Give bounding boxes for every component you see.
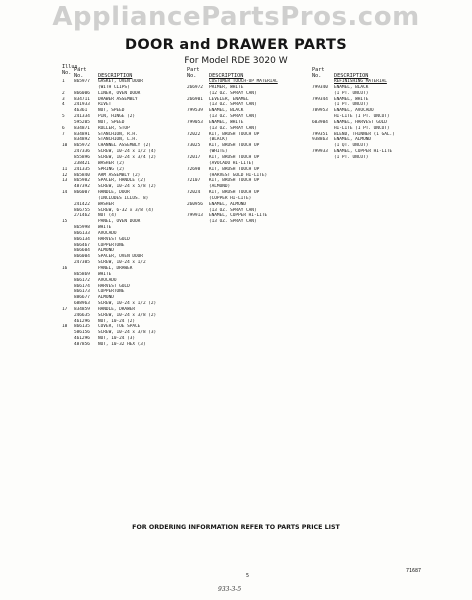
cell-description: (12 OZ. SPRAY CAN) bbox=[209, 90, 257, 96]
cell-description: KIT, BRUSH TOUCH UP bbox=[209, 143, 260, 149]
cell-description: PANEL, DRAWER bbox=[98, 266, 133, 271]
cell-illus-no: 11 bbox=[62, 166, 68, 172]
cell-description: (1 QT. UNCUT) bbox=[334, 143, 369, 149]
cell-description: AVOCADO bbox=[98, 277, 117, 283]
cell-part-no: 865972 bbox=[74, 143, 90, 149]
cell-description: WASHER (2) bbox=[98, 160, 125, 166]
cell-part-no: 241933 bbox=[74, 102, 90, 108]
parts-list bbox=[187, 85, 313, 225]
cell-part-no bbox=[312, 155, 334, 161]
cell-description: ENAMEL, ALMOND bbox=[334, 137, 372, 143]
cell-description: (1 PT. UNCUT) bbox=[334, 102, 369, 108]
header-description: DESCRIPTION bbox=[334, 73, 369, 79]
cell-description: SCREW, 10-24 x 3/8 (2) bbox=[98, 312, 157, 318]
cell-description: SCREW, 10-24 x 3/8 (3) bbox=[98, 330, 157, 336]
cell-part-no: 260956 bbox=[187, 201, 203, 207]
cell-part-no: 46361 bbox=[74, 108, 88, 114]
cell-description: STANCHION, L.H. bbox=[98, 137, 138, 143]
cell-description: COVER, TOE SPACE bbox=[98, 324, 141, 330]
cell-description: ENAMEL, BLACK bbox=[209, 108, 244, 114]
cell-description: (13 OZ. SPRAY CAN) bbox=[209, 102, 257, 108]
cell-description: AVOCADO bbox=[98, 230, 117, 236]
cell-description: KIT, BRUSH TOUCH UP bbox=[209, 166, 260, 172]
cell-description: KIT, BRUSH TOUCH UP bbox=[209, 131, 260, 137]
cell-description: ALMOND bbox=[98, 248, 114, 254]
cell-description: RIVET bbox=[98, 102, 112, 108]
cell-part-no: 461296 bbox=[74, 318, 90, 324]
cell-part-no: 72024 bbox=[187, 190, 201, 196]
cell-description: (WITH CLIPS) bbox=[98, 84, 130, 90]
parts-list bbox=[62, 79, 180, 348]
cell-description: KIT, BRUSH TOUCH UP bbox=[209, 178, 260, 184]
cell-description: LEVELER, ENAMEL bbox=[209, 96, 249, 102]
cell-part-no: 241422 bbox=[74, 201, 90, 207]
cell-illus-no: 17 bbox=[62, 306, 68, 312]
cell-description: (WHITE) bbox=[209, 149, 228, 155]
cell-part-no bbox=[187, 219, 209, 225]
cell-part-no: 266972 bbox=[187, 84, 203, 90]
cell-description: SCREW, 10-24 x 1/2 bbox=[98, 260, 146, 266]
cell-description: WHITE bbox=[98, 225, 112, 231]
cell-illus-no: 4 bbox=[62, 102, 65, 108]
cell-part-no: 834859 bbox=[74, 306, 90, 312]
handwritten-stamp: 933-3-5 bbox=[218, 586, 242, 593]
parts-list bbox=[312, 85, 432, 161]
cell-part-no: 866134 bbox=[74, 236, 90, 242]
page-number: 5 bbox=[246, 573, 250, 579]
cell-illus-no: 7 bbox=[62, 131, 65, 137]
cell-description: SCREW, 10-24 x 5/8 (2) bbox=[98, 184, 157, 190]
cell-part-no: 865998 bbox=[74, 225, 90, 231]
cell-description: WHITE bbox=[98, 271, 112, 277]
cell-description: ENAMEL, ALMOND bbox=[209, 201, 247, 207]
cell-part-no: 72022 bbox=[187, 131, 201, 137]
cell-description: SCREW, 10-24 x 3/4 (2) bbox=[98, 154, 157, 160]
cell-part-no: 855896 bbox=[74, 154, 90, 160]
cell-part-no: 595205 bbox=[74, 119, 90, 125]
cell-part-no: 865977 bbox=[74, 79, 90, 84]
cell-description: HARVEST GOLD bbox=[98, 283, 130, 289]
cell-description: STANCHION, R.H. bbox=[98, 131, 138, 137]
cell-part-no: 799344 bbox=[312, 96, 328, 102]
cell-part-no: 799539 bbox=[187, 108, 203, 114]
cell-description: PRIMER, WHITE bbox=[209, 84, 244, 90]
cell-part-no: 688963 bbox=[74, 301, 90, 307]
cell-part-no: 241334 bbox=[74, 114, 90, 120]
cell-part-no: 866135 bbox=[74, 324, 90, 330]
cell-description: SPRING (2) bbox=[98, 166, 125, 172]
cell-description: SCREW, 6-32 x 3/8 (4) bbox=[98, 207, 154, 213]
cell-description: SCREW, 10-24 x 1/2 (4) bbox=[98, 149, 157, 155]
cell-description: COPPERTONE bbox=[98, 289, 125, 295]
cell-part-no: 789953 bbox=[312, 108, 328, 114]
cell-description: ENAMEL, COPPER HI-LITE bbox=[209, 213, 268, 219]
cell-part-no: 238421 bbox=[74, 160, 90, 166]
cell-part-no: 461296 bbox=[74, 336, 90, 342]
cell-part-no: 72107 bbox=[187, 178, 201, 184]
cell-description: KIT, BRUSH TOUCH UP bbox=[209, 154, 260, 160]
cell-description: ARM ASSEMBLY (2) bbox=[98, 172, 141, 178]
cell-part-no: 799053 bbox=[187, 119, 203, 125]
cell-part-no: 866133 bbox=[74, 230, 90, 236]
cell-description: NUT, 10-24 (2) bbox=[98, 318, 136, 324]
cell-description: NUT (4) bbox=[98, 213, 117, 219]
cell-illus-no: 6 bbox=[62, 125, 65, 131]
cell-description: NUT, 10-32 HEX (3) bbox=[98, 341, 146, 347]
cell-part-no: 799351 bbox=[312, 131, 328, 137]
cell-description: NUT, SPEED bbox=[98, 119, 125, 125]
cell-description: (BLACK) bbox=[209, 137, 228, 143]
cell-description: ENAMEL, COPPER HI-LITE bbox=[334, 149, 393, 155]
cell-part-no: 603904 bbox=[312, 119, 328, 125]
cell-description: BLEND, THINNER (1 GAL.) bbox=[334, 131, 395, 137]
cell-description: SPACER, HANDLE (2) bbox=[98, 178, 146, 184]
cell-description: ALMOND bbox=[98, 295, 114, 301]
cell-part-no: 247305 bbox=[74, 260, 90, 266]
cell-illus-no: 14 bbox=[62, 190, 68, 196]
cell-description: (1 PT. UNCUT) bbox=[334, 154, 369, 160]
cell-illus-no: 18 bbox=[62, 324, 68, 330]
cell-part-no: 886677 bbox=[74, 295, 90, 301]
cell-description: NUT, 10-24 (3) bbox=[98, 336, 136, 342]
cell-description: (13 OZ. SPRAY CAN) bbox=[209, 207, 257, 213]
cell-description: (HARVEST GOLD HI-LITE) bbox=[209, 172, 268, 178]
cell-description: (AVOCADO HI-LITE) bbox=[209, 160, 254, 166]
cell-description: SCREW, 10-24 x 1/2 (2) bbox=[98, 301, 157, 307]
parts-column-touchup bbox=[187, 64, 313, 225]
ordering-note: FOR ORDERING INFORMATION REFER TO PARTS PRICE LIST bbox=[132, 524, 340, 531]
cell-part-no: 72698 bbox=[187, 166, 201, 172]
page-title: DOOR and DRAWER PARTS bbox=[125, 37, 347, 53]
header-part-no: Part No. bbox=[312, 67, 325, 79]
cell-part-no: 865869 bbox=[74, 271, 90, 277]
cell-part-no: 834891 bbox=[74, 131, 90, 137]
cell-description: ENAMEL, WHITE bbox=[209, 119, 244, 125]
cell-description: GASKET, OVEN DOOR bbox=[98, 79, 143, 84]
column-header bbox=[312, 64, 432, 79]
cell-description: PANEL, OVEN DOOR bbox=[98, 219, 141, 225]
parts-column-main bbox=[62, 64, 180, 348]
cell-part-no: 271462 bbox=[74, 213, 90, 219]
header-description: DESCRIPTION bbox=[98, 73, 133, 79]
cell-part-no: 799933 bbox=[312, 149, 328, 155]
cell-illus-no: 3 bbox=[62, 96, 65, 102]
header-part-no: Part No. bbox=[74, 67, 87, 79]
cell-part-no: 247336 bbox=[74, 149, 90, 155]
column-header bbox=[62, 64, 180, 79]
section-heading: CUSTOMER TOUCH-UP MATERIAL bbox=[209, 79, 278, 84]
cell-illus-no: 15 bbox=[62, 219, 68, 225]
cell-part-no: 799913 bbox=[187, 213, 203, 219]
cell-description: HARVEST GOLD bbox=[98, 236, 130, 242]
cell-part-no: 241335 bbox=[74, 166, 90, 172]
cell-description: KIT, BRUSH TOUCH UP bbox=[209, 190, 260, 196]
cell-part-no: 866174 bbox=[74, 283, 90, 289]
cell-part-no: 866604 bbox=[74, 248, 90, 254]
parts-column-refinish bbox=[312, 64, 432, 161]
document-code: 71687 bbox=[406, 568, 422, 574]
cell-description: ENAMEL, BLACK bbox=[334, 84, 369, 90]
cell-illus-no bbox=[62, 342, 74, 348]
cell-part-no: 866467 bbox=[74, 242, 90, 248]
cell-description: (1 PT. UNCUT) bbox=[334, 90, 369, 96]
cell-description: PIN, HINGE (2) bbox=[98, 114, 136, 120]
cell-part-no: 866172 bbox=[74, 277, 90, 283]
cell-description: DRAWER ASSEMBLY bbox=[98, 96, 138, 102]
cell-illus-no: 10 bbox=[62, 143, 68, 149]
cell-description: (13 OZ. SPRAY CAN) bbox=[209, 114, 257, 120]
header-part-no: Part No. bbox=[187, 67, 200, 79]
cell-description: ENAMEL, HARVEST GOLD bbox=[334, 119, 387, 125]
cell-part-no: 834871 bbox=[74, 125, 90, 131]
cell-description: ENAMEL, AVOCADO bbox=[334, 108, 374, 114]
cell-illus-no: 5 bbox=[62, 114, 65, 120]
table-row bbox=[187, 219, 313, 225]
cell-part-no: 866004 bbox=[74, 254, 90, 260]
cell-description: NUT, SPEED bbox=[98, 108, 125, 114]
cell-part-no: 866173 bbox=[74, 289, 90, 295]
cell-part-no: 487856 bbox=[74, 341, 90, 347]
cell-part-no: 799340 bbox=[312, 84, 328, 90]
cell-part-no: 938863 bbox=[312, 137, 328, 143]
cell-description: LINER, OVEN DOOR bbox=[98, 90, 141, 96]
cell-illus-no: 13 bbox=[62, 178, 68, 184]
cell-description: ROLLER, STOP bbox=[98, 125, 130, 131]
cell-part-no: 266901 bbox=[187, 96, 203, 102]
cell-part-no: 246635 bbox=[74, 312, 90, 318]
cell-part-no: 73025 bbox=[187, 143, 201, 149]
cell-description: (INCLUDES ILLUS. 8) bbox=[98, 195, 149, 201]
cell-part-no: 487392 bbox=[74, 184, 90, 190]
cell-description: HANDLE, DRAWER bbox=[98, 306, 136, 312]
cell-part-no: 866006 bbox=[74, 90, 90, 96]
cell-description: ENAMEL, WHITE bbox=[334, 96, 369, 102]
header-illus-no: Illus. No. bbox=[62, 64, 81, 76]
page-subtitle: For Model RDE 3020 W bbox=[184, 56, 288, 66]
cell-description: COPPERTONE bbox=[98, 242, 125, 248]
cell-illus-no: 1 bbox=[62, 79, 65, 84]
table-row bbox=[62, 342, 180, 348]
section-heading: REFINISHING MATERIAL bbox=[334, 79, 387, 84]
table-row bbox=[312, 155, 432, 161]
cell-part-no: 586156 bbox=[74, 330, 90, 336]
cell-description: (ALMOND) bbox=[209, 184, 231, 190]
cell-illus-no: 2 bbox=[62, 90, 65, 96]
cell-illus-no: 16 bbox=[62, 266, 68, 271]
cell-description: HI-LITE (1 PT. UNCUT) bbox=[334, 125, 390, 131]
cell-part-no: 865982 bbox=[74, 178, 90, 184]
header-description: DESCRIPTION bbox=[209, 73, 244, 79]
cell-description: (COPPER HI-LITE) bbox=[209, 195, 252, 201]
cell-description: WASHER bbox=[98, 201, 114, 207]
cell-description: HI-LITE (1 PT. UNCUT) bbox=[334, 114, 390, 120]
cell-description: HANDLE, DOOR bbox=[98, 190, 130, 196]
cell-description: (13 OZ. SPRAY CAN) bbox=[209, 125, 257, 131]
cell-part-no: 834711 bbox=[74, 96, 90, 102]
cell-part-no: 72017 bbox=[187, 154, 201, 160]
cell-description: SPACER, OVEN DOOR bbox=[98, 254, 143, 260]
cell-description: (13 OZ. SPRAY CAN) bbox=[209, 219, 257, 225]
cell-description: CHANNEL ASSEMBLY (2) bbox=[98, 143, 151, 149]
cell-part-no: 865840 bbox=[74, 172, 90, 178]
cell-part-no: 834892 bbox=[74, 137, 90, 143]
column-header bbox=[187, 64, 313, 79]
cell-part-no: 866755 bbox=[74, 207, 90, 213]
watermark: AppliancePartsPros.com bbox=[52, 2, 420, 32]
cell-part-no: 866007 bbox=[74, 190, 90, 196]
cell-illus-no: 12 bbox=[62, 172, 68, 178]
